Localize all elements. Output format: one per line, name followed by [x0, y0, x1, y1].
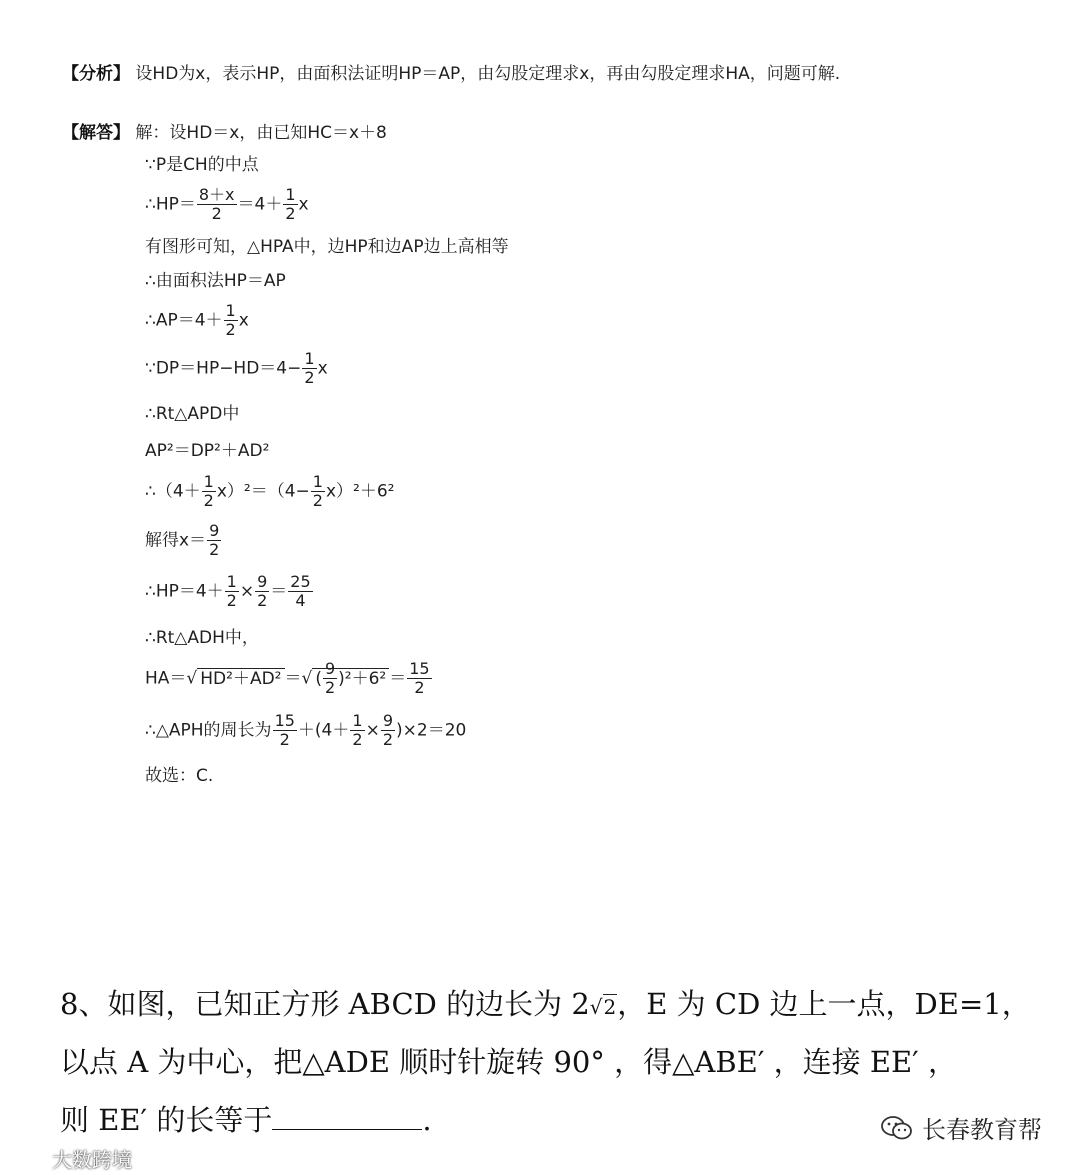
l15-c: )×2＝20 [396, 720, 467, 741]
numerator: 1 [304, 349, 315, 368]
solution-line-16: 故选：C. [145, 766, 214, 786]
solution-line-13: ∴Rt△ADH中， [145, 628, 259, 648]
l6-post: x [238, 310, 249, 331]
l12-pre: ∴HP＝4＋ [145, 581, 224, 602]
fraction [323, 660, 337, 697]
solution-line-6 [145, 302, 249, 339]
l14-eq: ＝ [284, 668, 302, 689]
watermark-left-text: 大数跨境 [52, 1148, 132, 1172]
solution-line-3 [145, 186, 309, 223]
numerator: 1 [226, 572, 237, 591]
problem-text-1a: 8、如图，已知正方形 ABCD 的边长为 2 [60, 987, 590, 1021]
fraction [407, 660, 431, 697]
l10-c: x）²＋6² [325, 481, 395, 502]
problem-line-2: 以点 A 为中心，把△ADE 顺时针旋转 90° ，得△ABE′ ，连接 EE′ ， [60, 1045, 957, 1079]
watermark-logo-icon [6, 1148, 46, 1170]
denominator: 2 [226, 591, 237, 610]
numerator: 1 [352, 711, 363, 730]
analysis-tag: 【分析】 [62, 64, 130, 84]
denominator: 2 [324, 678, 336, 697]
numerator: 9 [382, 711, 393, 730]
numerator: 1 [285, 185, 296, 204]
l3-post: x [298, 194, 309, 215]
fraction [207, 522, 221, 559]
denominator: 2 [211, 204, 222, 223]
fraction [273, 712, 297, 749]
numerator: 9 [324, 659, 336, 678]
numerator: 15 [409, 659, 430, 678]
watermark-right-text: 长春教育帮 [922, 1116, 1042, 1144]
fraction [225, 573, 239, 610]
l14-pre: HA＝ [145, 668, 187, 689]
numerator: 8＋x [198, 185, 235, 204]
l14-eq2: ＝ [389, 668, 407, 689]
l12-eq: ＝ [270, 581, 288, 602]
denominator: 2 [312, 491, 323, 510]
analysis-text: 设HD为x，表示HP，由面积法证明HP＝AP，由勾股定理求x，再由勾股定理求HA，问题可解. [135, 64, 841, 84]
answer-blank [272, 1129, 422, 1130]
radicand: HD²＋AD² [197, 668, 284, 689]
problem-line-1 [60, 982, 1031, 1023]
problem-text-3a: 则 EE′ 的长等于 [60, 1103, 273, 1137]
l14-rad2b: )²＋6² [338, 668, 387, 689]
l10-b: x）²＝（4− [216, 481, 310, 502]
fraction [202, 473, 216, 510]
solution-text-1: 解：设HD＝x，由已知HC＝x＋8 [135, 123, 387, 143]
l10-a: ∴（4＋ [145, 481, 201, 502]
fraction [302, 350, 316, 387]
fraction [224, 302, 238, 339]
numerator: 9 [257, 572, 268, 591]
denominator: 2 [203, 491, 214, 510]
fraction [381, 712, 395, 749]
solution-line-5: ∴由面积法HP＝AP [145, 271, 286, 291]
numerator: 1 [312, 472, 323, 491]
solution-line-12 [145, 573, 314, 610]
fraction [350, 712, 364, 749]
solution-tag: 【解答】 [62, 123, 130, 143]
wechat-icon [880, 1114, 914, 1142]
l3-pre: ∴HP＝ [145, 194, 196, 215]
denominator: 2 [382, 730, 393, 749]
denominator: 2 [209, 540, 220, 559]
sqrt-symbol: √ [186, 668, 198, 689]
problem-line-3 [60, 1098, 432, 1139]
l15-a: ＋(4＋ [297, 720, 350, 741]
problem-text-3b: . [422, 1103, 432, 1137]
fraction [197, 186, 237, 223]
numerator: 15 [274, 711, 295, 730]
solution-line-8: ∴Rt△APD中 [145, 404, 240, 424]
l12-mid: × [239, 581, 255, 602]
l3-mid: ＝4＋ [237, 194, 283, 215]
radicand: 2 [603, 995, 617, 1019]
fraction [255, 573, 269, 610]
solution-line-10 [145, 473, 394, 510]
denominator: 2 [304, 368, 315, 387]
solution-line-2: ∵P是CH的中点 [145, 155, 259, 175]
solution-line-14 [145, 660, 433, 697]
denominator: 4 [295, 591, 306, 610]
sqrt-symbol: √ [301, 668, 313, 689]
watermark-left [6, 1144, 132, 1173]
numerator: 1 [225, 301, 236, 320]
denominator: 2 [257, 591, 268, 610]
watermark-right [880, 1110, 1042, 1145]
denominator: 2 [414, 678, 425, 697]
numerator: 25 [290, 572, 311, 591]
solution-line-11 [145, 522, 222, 559]
solution-line-1 [62, 122, 387, 144]
solution-line-15 [145, 712, 466, 749]
l11-pre: 解得x＝ [145, 530, 207, 551]
denominator: 2 [352, 730, 363, 749]
solution-line-9: AP²＝DP²＋AD² [145, 441, 270, 461]
fraction [311, 473, 325, 510]
fraction [288, 573, 312, 610]
solution-line-4: 有图形可知，△HPA中，边HP和边AP边上高相等 [145, 237, 509, 257]
numerator: 1 [203, 472, 214, 491]
l7-post: x [317, 358, 328, 379]
analysis-line [62, 63, 840, 85]
denominator: 2 [285, 204, 296, 223]
radicand [312, 659, 389, 697]
fraction [283, 186, 297, 223]
l7-pre: ∵DP＝HP−HD＝4− [145, 358, 302, 379]
problem-text-1b: ，E 为 CD 边上一点，DE=1， [617, 987, 1031, 1021]
solution-line-7 [145, 350, 328, 387]
denominator: 2 [225, 320, 236, 339]
numerator: 9 [209, 521, 220, 540]
l14-rad2a: ( [315, 668, 322, 689]
denominator: 2 [279, 730, 290, 749]
l15-b: × [365, 720, 380, 741]
sqrt-symbol: √ [589, 995, 603, 1019]
l6-pre: ∴AP＝4＋ [145, 310, 223, 331]
l15-pre: ∴△APH的周长为 [145, 720, 272, 741]
